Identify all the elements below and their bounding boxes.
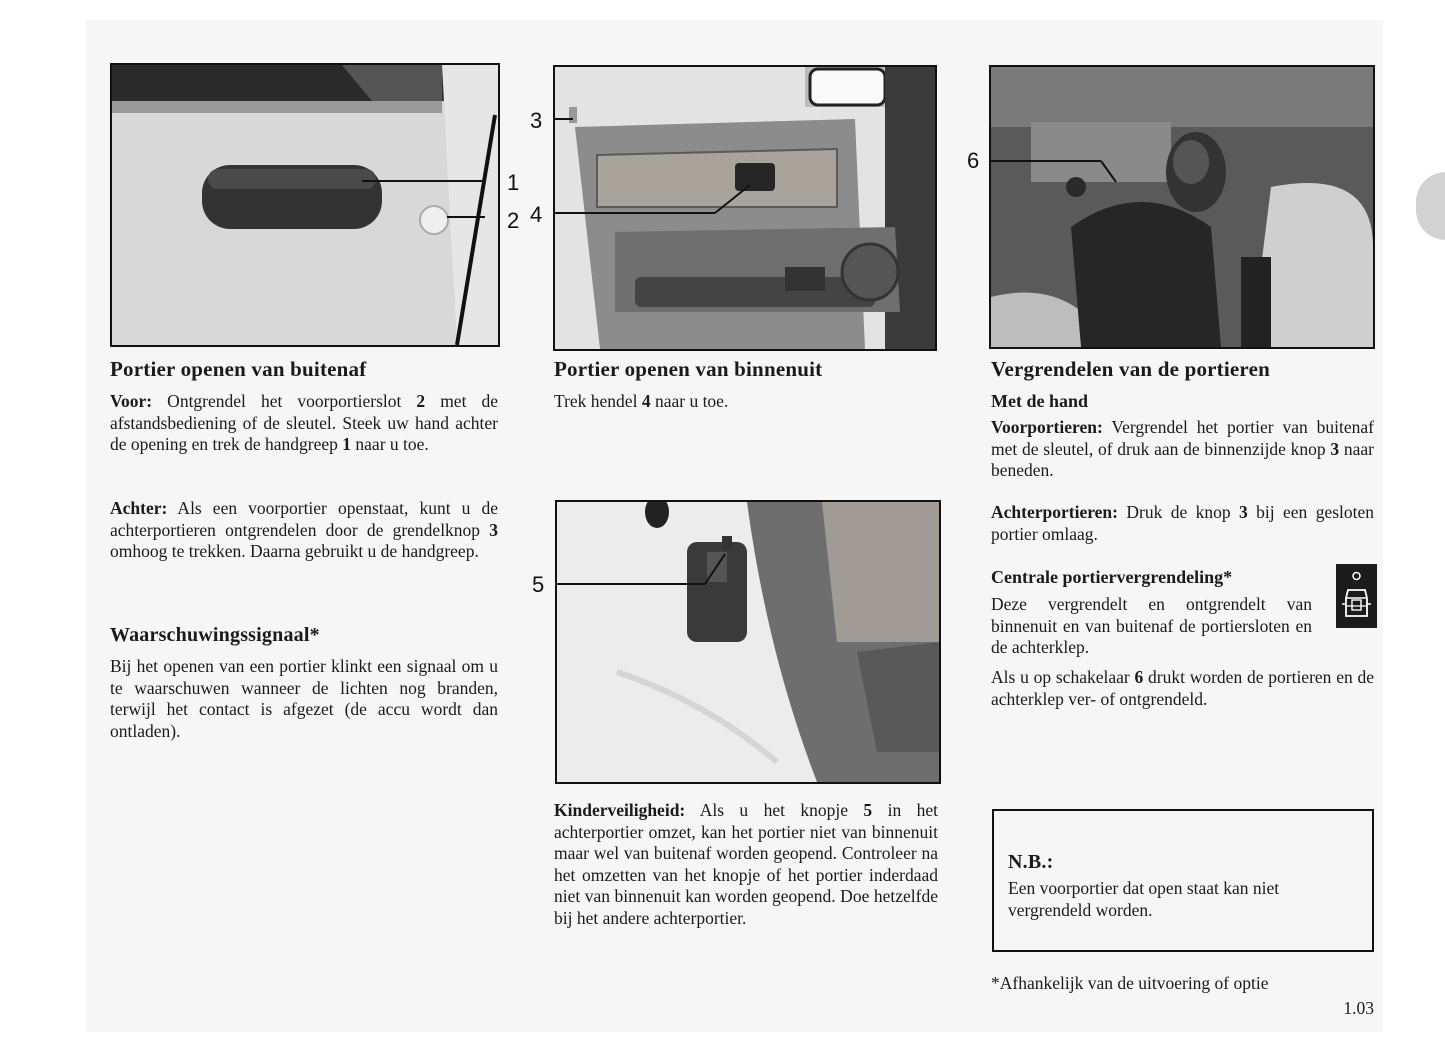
footnote: *Afhankelijk van de uitvoering of optie — [991, 973, 1269, 993]
section-thumb-tab — [1416, 172, 1445, 240]
callout-5: 5 — [532, 572, 545, 597]
label-front-doors: Voorportieren: — [991, 417, 1103, 437]
photo-center-console — [989, 65, 1375, 349]
subheading-central-locking: Centrale portiervergrendeling* — [991, 567, 1233, 587]
para-achter: Achter: Als een voorportier openstaat, kunt u de achterportieren ontgrendelen door de grendelknop 3 omhoog te trekken. Daarna gebruikt u de handgreep. — [110, 498, 498, 561]
note-text: Een voorportier dat open staat kan niet vergrendeld worden. — [1008, 878, 1280, 920]
heading-open-inside: Portier openen van binnenuit — [554, 357, 823, 381]
label-child-safety: Kinderveiligheid: — [554, 800, 686, 820]
note-title: N.B.: — [1008, 851, 1054, 873]
para-voor: Voor: Ontgrendel het voorportierslot 2 met de afstandsbediening of de sleutel. Steek uw hand achter de opening en trek de handgreep 1 naar u toe. — [110, 391, 498, 454]
photo-exterior-door-handle — [110, 63, 500, 347]
para-switch: Als u op schakelaar 6 drukt worden de portieren en de achterklep ver- of ontgrendeld. — [991, 667, 1374, 709]
callout-2: 2 — [507, 208, 520, 233]
heading-warning-signal: Waarschuwingssignaal* — [110, 624, 320, 646]
photo-child-lock — [555, 500, 941, 784]
page-number: 1.03 — [1343, 998, 1374, 1018]
para-central-locking: Deze vergrendelt en ontgrendelt van binnenuit en van buitenaf de portiersloten en de achterklep. — [991, 594, 1312, 657]
para-rear-doors: Achterportieren: Druk de knop 3 bij een gesloten portier omlaag. — [991, 502, 1375, 544]
photo-interior-door — [553, 65, 937, 351]
para-open-inside: Trek hendel 4 naar u toe. — [554, 391, 729, 411]
car-door-lock-icon — [1336, 564, 1377, 628]
subheading-by-hand: Met de hand — [991, 391, 1089, 411]
label-voor: Voor: — [110, 391, 153, 411]
heading-open-outside: Portier openen van buitenaf — [110, 357, 367, 381]
para-warning-signal: Bij het openen van een portier klinkt een signaal om u te waarschuwen wanneer de lichten nog branden, terwijl het contact is afgezet (de accu wordt dan ontladen). — [110, 656, 498, 741]
para-front-doors: Voorportieren: Vergrendel het portier van buitenaf met de sleutel, of druk aan de binnenzijde knop 3 naar beneden. — [991, 417, 1374, 480]
label-achter: Achter: — [110, 498, 168, 518]
label-rear-doors: Achterportieren: — [991, 502, 1118, 522]
callout-4: 4 — [530, 202, 543, 227]
heading-locking-doors: Vergrendelen van de portieren — [991, 357, 1270, 381]
callout-3: 3 — [530, 108, 543, 133]
para-child-safety: Kinderveiligheid: Als u het knopje 5 in het achterportier omzet, kan het portier niet van binnenuit maar wel van buitenaf worden geopend. Controleer na het omzetten van het knopje of het portier inderdaad niet van binnenuit kan worden geopend. Doe hetzelfde bij het andere achterportier. — [554, 800, 938, 928]
callout-6: 6 — [967, 148, 980, 173]
callout-1: 1 — [507, 170, 520, 195]
